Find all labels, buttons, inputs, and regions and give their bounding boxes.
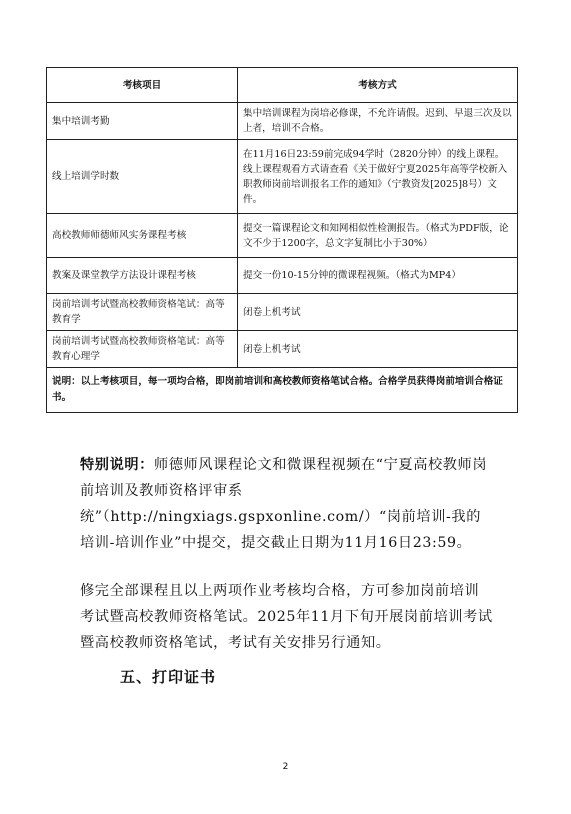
table-row xyxy=(47,294,518,331)
assessment-item-cell: 岗前培训考试暨高校教师资格笔试：高等教育心理学 xyxy=(47,331,238,368)
completion-paragraph: 修完全部课程且以上两项作业考核均合格，方可参加岗前培训考试暨高校教师资格笔试。2025年11月下旬开展岗前培训考试暨高校教师资格笔试，考试有关安排另行通知。 xyxy=(80,583,493,651)
header-item-cell: 考核项目 xyxy=(47,68,238,103)
table-row xyxy=(47,331,518,368)
table-row xyxy=(47,214,518,258)
assessment-table xyxy=(46,67,518,413)
assessment-method-cell: 集中培训课程为岗培必修课，不允许请假。迟到、早退三次及以上者，培训不合格。 xyxy=(238,103,518,140)
table-row xyxy=(47,103,518,140)
assessment-method-cell: 提交一篇课程论文和知网相似性检测报告。（格式为PDF版，论文不少于1200字，总文字复制比小于30%） xyxy=(238,214,518,258)
assessment-method-cell: 在11月16日23:59前完成94学时（2820分钟）的线上课程。线上课程观看方式请查看《关于做好宁夏2025年高等学校新入职教师岗前培训报名工作的通知》（宁教资发[2025]8号）文件。 xyxy=(238,140,518,214)
assessment-method-cell: 闭卷上机考试 xyxy=(238,294,518,331)
special-note-paragraph xyxy=(80,452,494,556)
assessment-item-cell: 高校教师师德师风实务课程考核 xyxy=(47,214,238,258)
assessment-item-cell: 线上培训学时数 xyxy=(47,140,238,214)
assessment-item-cell: 教案及课堂教学方法设计课程考核 xyxy=(47,258,238,294)
special-note-text: 师德师风课程论文和微课程视频在“宁夏高校教师岗前培训及教师资格评审系统”（http://ningxiags.gspxonline.com/）“岗前培训-我的培训-培训作业”中提交，提交截止日期为11月16日23:59。 xyxy=(80,457,488,551)
assessment-item-cell: 岗前培训考试暨高校教师资格笔试：高等教育学 xyxy=(47,294,238,331)
table-note: 说明：以上考核项目，每一项均合格，即岗前培训和高校教师资格笔试合格。合格学员获得岗前培训合格证书。 xyxy=(47,368,518,413)
assessment-method-cell: 提交一份10-15分钟的微课程视频。（格式为MP4） xyxy=(238,258,518,294)
assessment-item-cell: 集中培训考勤 xyxy=(47,103,238,140)
special-note-label: 特别说明： xyxy=(80,457,154,473)
page-number: 2 xyxy=(282,762,289,772)
header-method-cell: 考核方式 xyxy=(238,68,518,103)
section-heading: 五、打印证书 xyxy=(120,668,217,686)
table-row xyxy=(47,140,518,214)
table-note-row xyxy=(47,368,518,413)
assessment-method-cell: 闭卷上机考试 xyxy=(238,331,518,368)
table-header-row xyxy=(47,68,518,103)
table-row xyxy=(47,258,518,294)
